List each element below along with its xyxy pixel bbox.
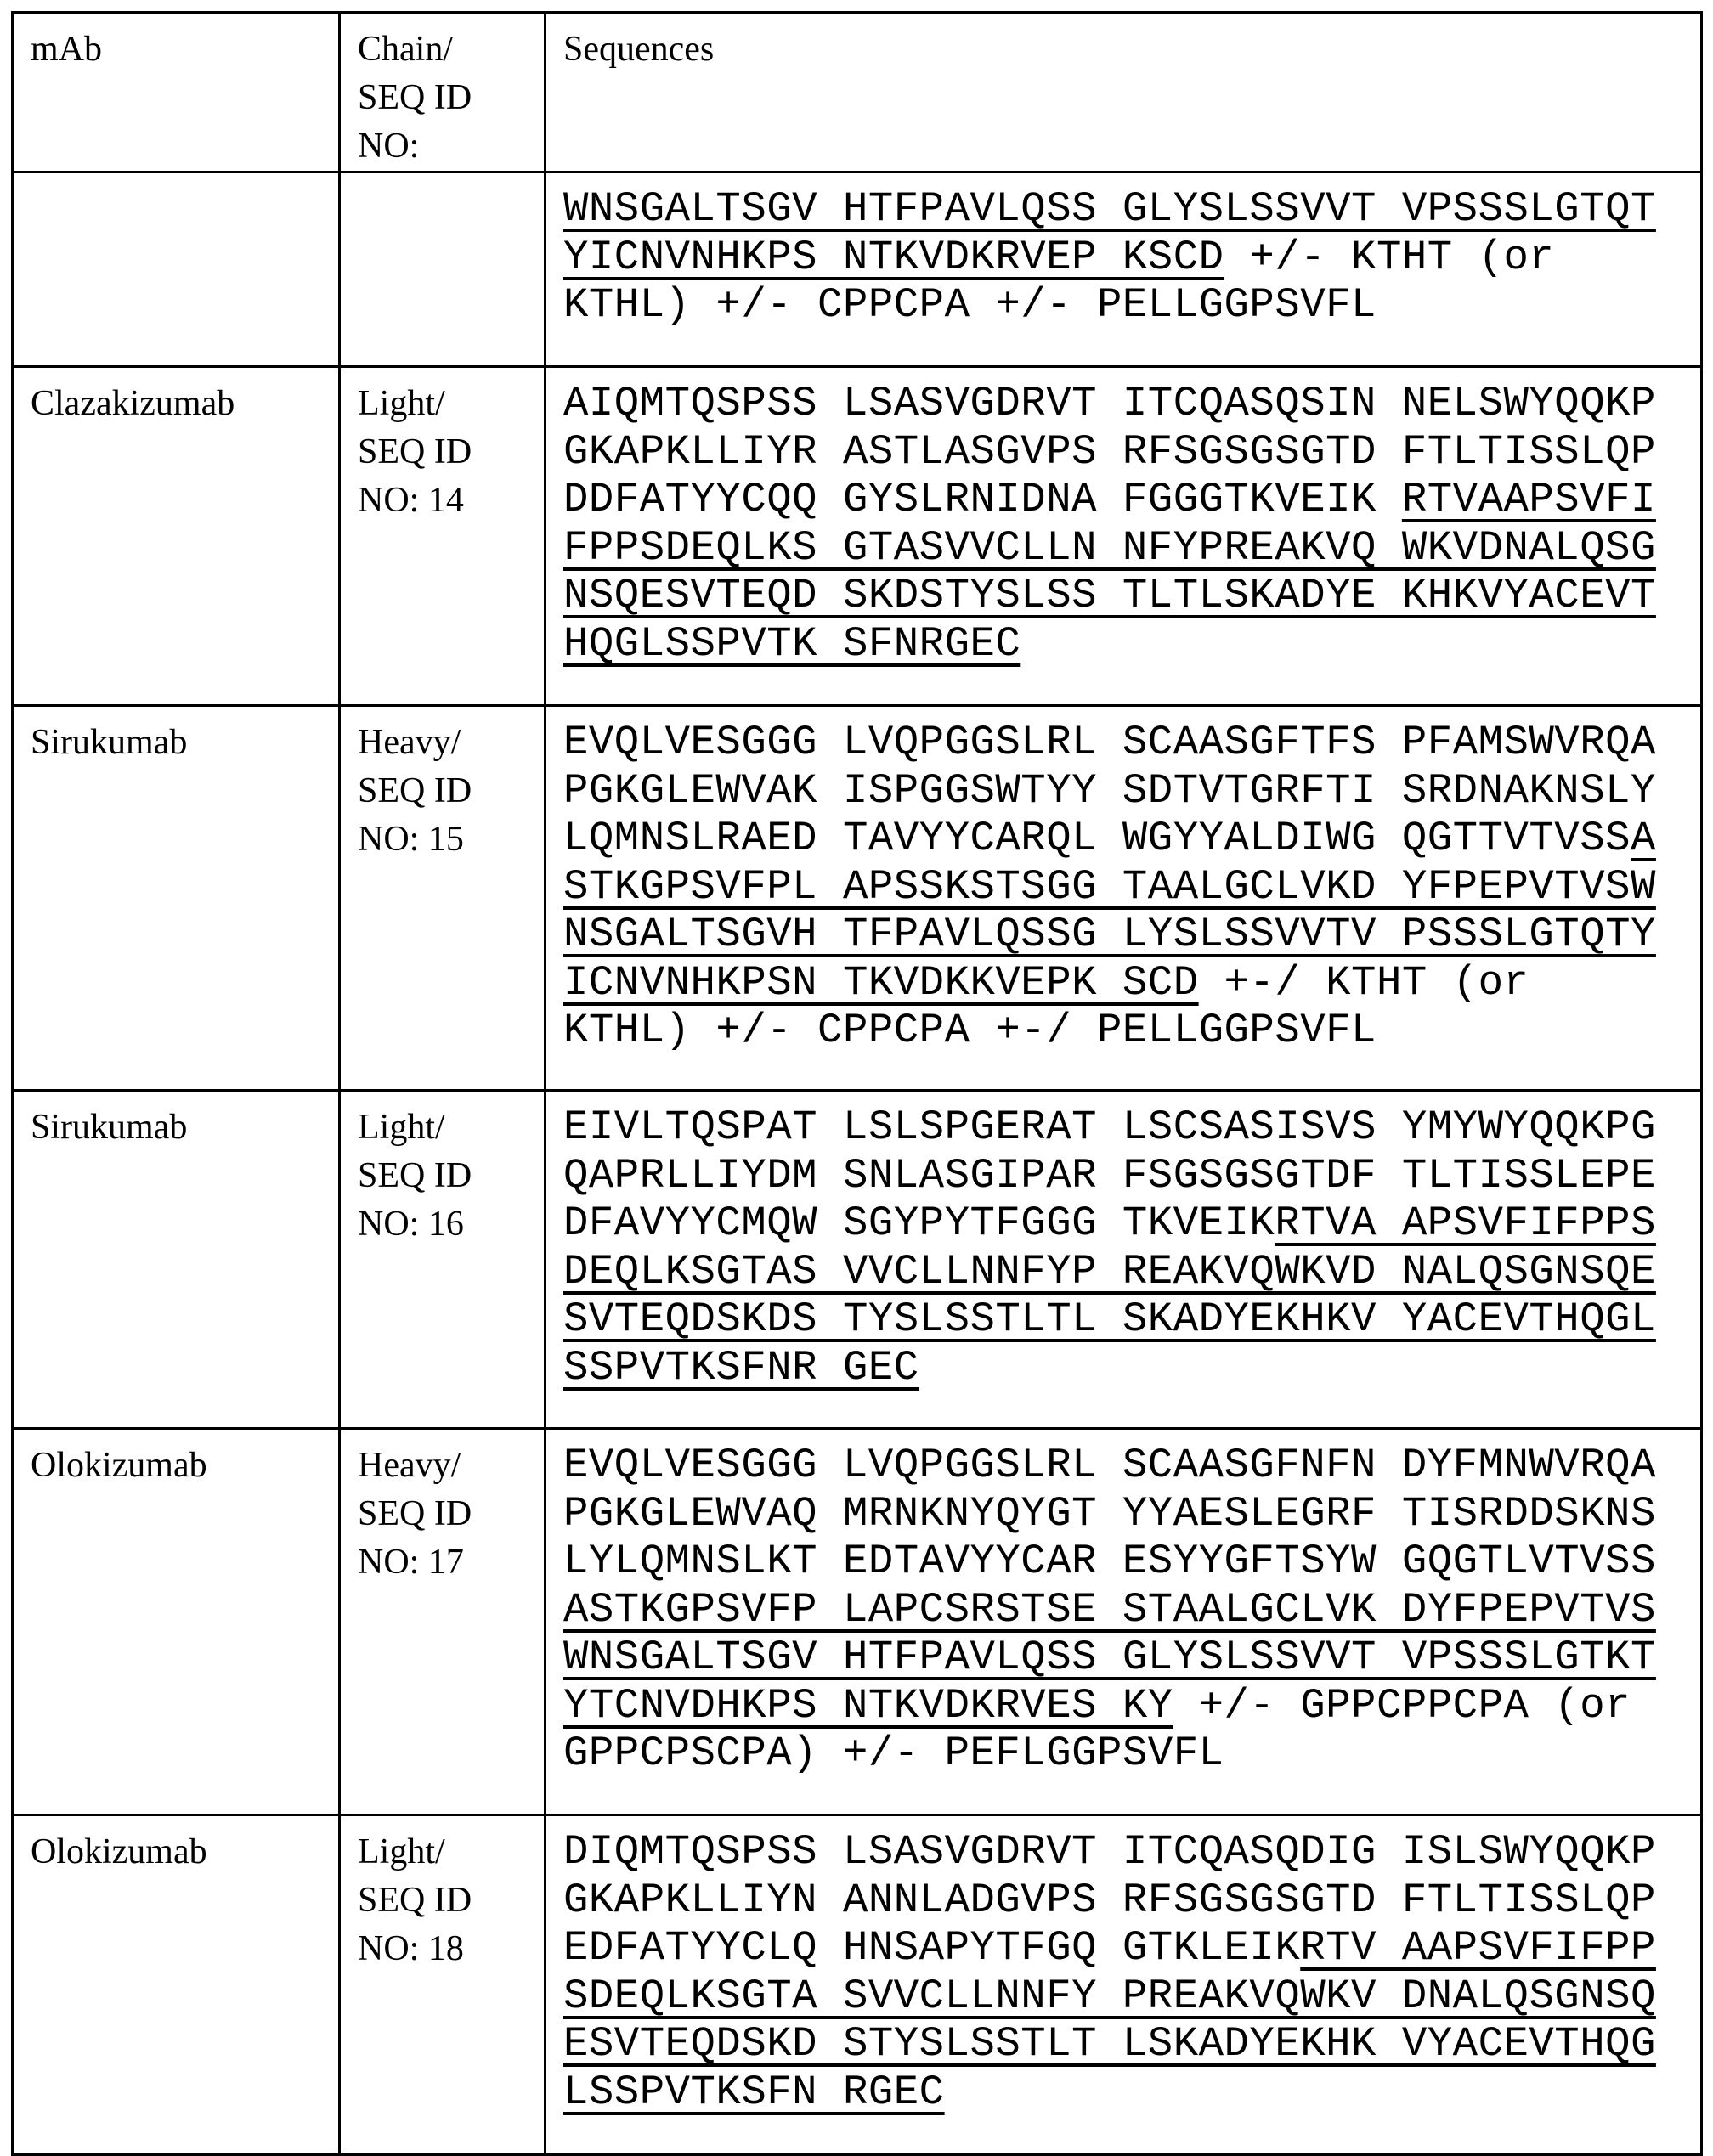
sequence-cell bbox=[546, 172, 1702, 367]
sequence-line bbox=[563, 1538, 1700, 1586]
underlined-constant-region: RTV AAPSVFIFPP bbox=[1300, 1924, 1656, 1972]
sequence-line bbox=[563, 476, 1700, 524]
sequence-line bbox=[563, 572, 1700, 620]
sequence-segment: GPPCPSCPA) +/- PEFLGGPSVFL bbox=[563, 1730, 1224, 1777]
underlined-constant-region: HQGLSSPVTK SFNRGEC bbox=[563, 620, 1020, 668]
table-row bbox=[13, 172, 1702, 367]
mab-cell bbox=[13, 1091, 340, 1429]
sequence-cell bbox=[546, 367, 1702, 706]
sequence-line bbox=[563, 1442, 1700, 1490]
sequence-line bbox=[563, 719, 1700, 767]
mab-cell bbox=[13, 367, 340, 706]
sequence-line bbox=[563, 1199, 1700, 1248]
table-row bbox=[13, 367, 1702, 706]
sequence-line bbox=[563, 2020, 1700, 2069]
sequence-table bbox=[11, 11, 1703, 2156]
sequence-cell bbox=[546, 1429, 1702, 1815]
sequence-line bbox=[563, 815, 1700, 863]
underlined-constant-region: SDEQLKSGTA SVVCLLNNFY PREAKVQWKV DNALQSGNSQ bbox=[563, 1973, 1656, 2020]
sequence-line bbox=[563, 428, 1700, 477]
underlined-constant-region: SVTEQDSKDS TYSLSSTLTL SKADYEKHKV YACEVTHQGL bbox=[563, 1295, 1656, 1343]
sequence-line bbox=[563, 185, 1700, 234]
sequence-segment: EVQLVESGGG LVQPGGSLRL SCAASGFNFN DYFMNWVRQA bbox=[563, 1442, 1656, 1489]
sequence-line bbox=[563, 1586, 1700, 1634]
sequence-line bbox=[563, 1682, 1700, 1730]
sequence-line bbox=[563, 380, 1700, 428]
sequence-segment: PGKGLEWVAK ISPGGSWTYY SDTVTGRFTI SRDNAKNSLY bbox=[563, 767, 1656, 815]
underlined-constant-region: RTVA APSVFIFPPS bbox=[1275, 1199, 1656, 1247]
sequence-line bbox=[563, 1924, 1700, 1973]
sequence-segment: LYLQMNSLKT EDTAVYYCAR ESYYGFTSYW GQGTLVTVSS bbox=[563, 1538, 1656, 1585]
underlined-constant-region: WNSGALTSGV HTFPAVLQSS GLYSLSSVVT VPSSSLGTQT bbox=[563, 185, 1656, 233]
mab-name: Sirukumab bbox=[31, 1103, 338, 1152]
chain-line: NO: 16 bbox=[358, 1200, 544, 1249]
chain-line: SEQ ID bbox=[358, 1152, 544, 1200]
mab-name: Olokizumab bbox=[31, 1442, 338, 1490]
sequence-segment: +/- KTHT (or bbox=[1224, 234, 1555, 281]
sequence-line bbox=[563, 1152, 1700, 1200]
chain-line: SEQ ID bbox=[358, 1877, 544, 1925]
sequence-line bbox=[563, 911, 1700, 959]
sequence-line bbox=[563, 767, 1700, 816]
sequence-line bbox=[563, 281, 1700, 330]
header-mab bbox=[13, 13, 340, 172]
sequence-line bbox=[563, 1973, 1700, 2021]
chain-cell bbox=[340, 1091, 546, 1429]
sequence-cell bbox=[546, 1815, 1702, 2155]
sequence-line bbox=[563, 620, 1700, 669]
sequence-segment: +/- GPPCPPCPA (or bbox=[1173, 1682, 1631, 1730]
underlined-constant-region: FPPSDEQLKS GTASVVCLLN NFYPREAKVQ WKVDNALQSG bbox=[563, 524, 1656, 572]
sequence-segment: EVQLVESGGG LVQPGGSLRL SCAASGFTFS PFAMSWVRQA bbox=[563, 719, 1656, 766]
sequence-segment: EDFATYYCLQ HNSAPYTFGQ GTKLEIK bbox=[563, 1924, 1300, 1972]
table-row bbox=[13, 1091, 1702, 1429]
sequence-line bbox=[563, 1007, 1700, 1055]
sequence-segment: +-/ KTHT (or bbox=[1199, 959, 1529, 1007]
header-chain-line: SEQ ID bbox=[358, 74, 544, 122]
sequence-line bbox=[563, 1828, 1700, 1877]
chain-line: Light/ bbox=[358, 1103, 544, 1152]
mab-cell bbox=[13, 1815, 340, 2155]
chain-line: Heavy/ bbox=[358, 1442, 544, 1490]
header-chain bbox=[340, 13, 546, 172]
sequence-segment: DIQMTQSPSS LSASVGDRVT ITCQASQDIG ISLSWYQQKP bbox=[563, 1828, 1656, 1876]
mab-cell bbox=[13, 172, 340, 367]
underlined-constant-region: LSSPVTKSFN RGEC bbox=[563, 2069, 945, 2116]
underlined-constant-region: RTVAAPSVFI bbox=[1402, 476, 1656, 523]
sequence-segment: DDFATYYCQQ GYSLRNIDNA FGGGTKVEIK bbox=[563, 476, 1402, 523]
chain-line: SEQ ID bbox=[358, 767, 544, 816]
header-mab-label: mAb bbox=[31, 25, 338, 74]
mab-cell bbox=[13, 1429, 340, 1815]
underlined-constant-region: DEQLKSGTAS VVCLLNNFYP REAKVQWKVD NALQSGNSQE bbox=[563, 1248, 1656, 1295]
sequence-line bbox=[563, 524, 1700, 573]
chain-line: SEQ ID bbox=[358, 428, 544, 477]
underlined-constant-region: ICNVNHKPSN TKVDKKVEPK SCD bbox=[563, 959, 1199, 1007]
sequence-segment: DFAVYYCMQW SGYPYTFGGG TKVEIK bbox=[563, 1199, 1275, 1247]
sequence-cell bbox=[546, 1091, 1702, 1429]
sequence-segment: GKAPKLLIYR ASTLASGVPS RFSGSGSGTD FTLTISSLQP bbox=[563, 428, 1656, 476]
chain-cell bbox=[340, 367, 546, 706]
mab-name: Olokizumab bbox=[31, 1828, 338, 1877]
mab-cell bbox=[13, 706, 340, 1091]
underlined-constant-region: YTCNVDHKPS NTKVDKRVES KY bbox=[563, 1682, 1173, 1730]
header-sequences-label: Sequences bbox=[563, 25, 1700, 74]
sequence-line bbox=[563, 1877, 1700, 1925]
underlined-constant-region: A bbox=[1631, 815, 1656, 862]
sequence-cell bbox=[546, 706, 1702, 1091]
underlined-constant-region: NSGALTSGVH TFPAVLQSSG LYSLSSVVTV PSSSLGTQTY bbox=[563, 911, 1656, 958]
mab-name: Clazakizumab bbox=[31, 380, 338, 428]
sequence-line bbox=[563, 863, 1700, 912]
chain-line: NO: 18 bbox=[358, 1925, 544, 1973]
chain-line: SEQ ID bbox=[358, 1490, 544, 1538]
chain-line: NO: 17 bbox=[358, 1538, 544, 1587]
table-row bbox=[13, 1429, 1702, 1815]
chain-cell bbox=[340, 706, 546, 1091]
header-chain-line: NO: bbox=[358, 122, 544, 171]
sequence-line bbox=[563, 1730, 1700, 1778]
chain-line: NO: 14 bbox=[358, 477, 544, 525]
underlined-constant-region: ASTKGPSVFP LAPCSRSTSE STAALGCLVK DYFPEPVTVS bbox=[563, 1586, 1656, 1634]
table-row bbox=[13, 706, 1702, 1091]
sequence-line bbox=[563, 1248, 1700, 1296]
sequence-segment: PGKGLEWVAQ MRNKNYQYGT YYAESLEGRF TISRDDSKNS bbox=[563, 1490, 1656, 1538]
chain-line: NO: 15 bbox=[358, 816, 544, 864]
underlined-constant-region: STKGPSVFPL APSSKSTSGG TAALGCLVKD YFPEPVTVSW bbox=[563, 863, 1656, 911]
sequence-line bbox=[563, 959, 1700, 1007]
table-row bbox=[13, 1815, 1702, 2155]
sequence-segment: KTHL) +/- CPPCPA +-/ PELLGGPSVFL bbox=[563, 1007, 1377, 1054]
sequence-segment: AIQMTQSPSS LSASVGDRVT ITCQASQSIN NELSWYQQKP bbox=[563, 380, 1656, 427]
underlined-constant-region: NSQESVTEQD SKDSTYSLSS TLTLSKADYE KHKVYACEVT bbox=[563, 572, 1656, 619]
chain-line: Light/ bbox=[358, 1828, 544, 1877]
sequence-segment: KTHL) +/- CPPCPA +/- PELLGGPSVFL bbox=[563, 281, 1377, 329]
sequence-segment: LQMNSLRAED TAVYYCARQL WGYYALDIWG QGTTVTVSS bbox=[563, 815, 1631, 862]
sequence-line bbox=[563, 1634, 1700, 1682]
sequence-line bbox=[563, 2069, 1700, 2117]
underlined-constant-region: ESVTEQDSKD STYSLSSTLT LSKADYEKHK VYACEVTHQG bbox=[563, 2020, 1656, 2068]
underlined-constant-region: YICNVNHKPS NTKVDKRVEP KSCD bbox=[563, 234, 1224, 281]
chain-line: Heavy/ bbox=[358, 719, 544, 767]
sequence-line bbox=[563, 1344, 1700, 1392]
chain-cell bbox=[340, 172, 546, 367]
header-row bbox=[13, 13, 1702, 172]
sequence-segment: QAPRLLIYDM SNLASGIPAR FSGSGSGTDF TLTISSLEPE bbox=[563, 1152, 1656, 1199]
underlined-constant-region: WNSGALTSGV HTFPAVLQSS GLYSLSSVVT VPSSSLGTKT bbox=[563, 1634, 1656, 1681]
underlined-constant-region: SSPVTKSFNR GEC bbox=[563, 1344, 919, 1391]
sequence-segment: EIVLTQSPAT LSLSPGERAT LSCSASISVS YMYWYQQKPG bbox=[563, 1103, 1656, 1151]
sequence-segment: GKAPKLLIYN ANNLADGVPS RFSGSGSGTD FTLTISSLQP bbox=[563, 1877, 1656, 1924]
chain-cell bbox=[340, 1815, 546, 2155]
chain-line: Light/ bbox=[358, 380, 544, 428]
sequence-line bbox=[563, 234, 1700, 282]
sequence-line bbox=[563, 1295, 1700, 1344]
chain-cell bbox=[340, 1429, 546, 1815]
header-chain-line: Chain/ bbox=[358, 25, 544, 74]
sequence-line bbox=[563, 1103, 1700, 1152]
sequence-line bbox=[563, 1490, 1700, 1538]
mab-name: Sirukumab bbox=[31, 719, 338, 767]
header-sequences bbox=[546, 13, 1702, 172]
